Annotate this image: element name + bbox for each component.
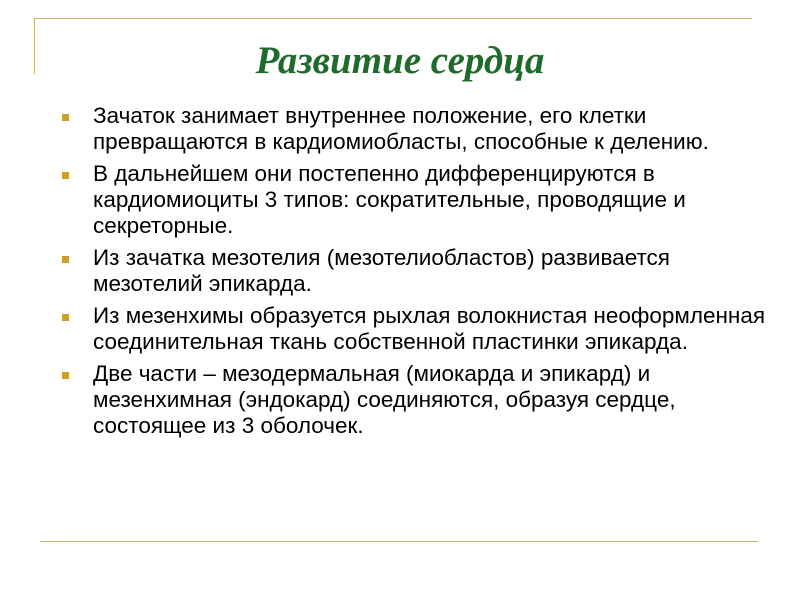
bullet-item [60, 161, 775, 239]
square-bullet-icon [62, 372, 69, 379]
bullet-text: Зачаток занимает внутреннее положение, его клетки превращаются в кардиомиобласты, способные к делению. [93, 103, 709, 154]
bullet-text: Из зачатка мезотелия (мезотелиобластов) развивается мезотелий эпикарда. [93, 245, 670, 296]
bullet-text: Из мезенхимы образуется рыхлая волокнистая неоформленная соединительная ткань собственной пластинки эпикарда. [93, 303, 766, 354]
bullet-item [60, 303, 775, 355]
frame-bottom-line [40, 541, 758, 542]
bullet-item [60, 361, 775, 439]
square-bullet-icon [62, 256, 69, 263]
bullet-item [60, 103, 775, 155]
square-bullet-icon [62, 114, 69, 121]
slide-title: Развитие сердца [255, 39, 545, 82]
bullet-item [60, 245, 775, 297]
bullet-text: Две части – мезодермальная (миокарда и эпикард) и мезенхимная (эндокард) соединяются, образуя сердце, состоящее из 3 оболочек. [93, 361, 676, 438]
bullet-list [60, 103, 775, 445]
bullet-text: В дальнейшем они постепенно дифференцируются в кардиомиоциты 3 типов: сократительные, проводящие и секреторные. [93, 161, 686, 238]
square-bullet-icon [62, 314, 69, 321]
frame-top-line [34, 18, 752, 19]
square-bullet-icon [62, 172, 69, 179]
